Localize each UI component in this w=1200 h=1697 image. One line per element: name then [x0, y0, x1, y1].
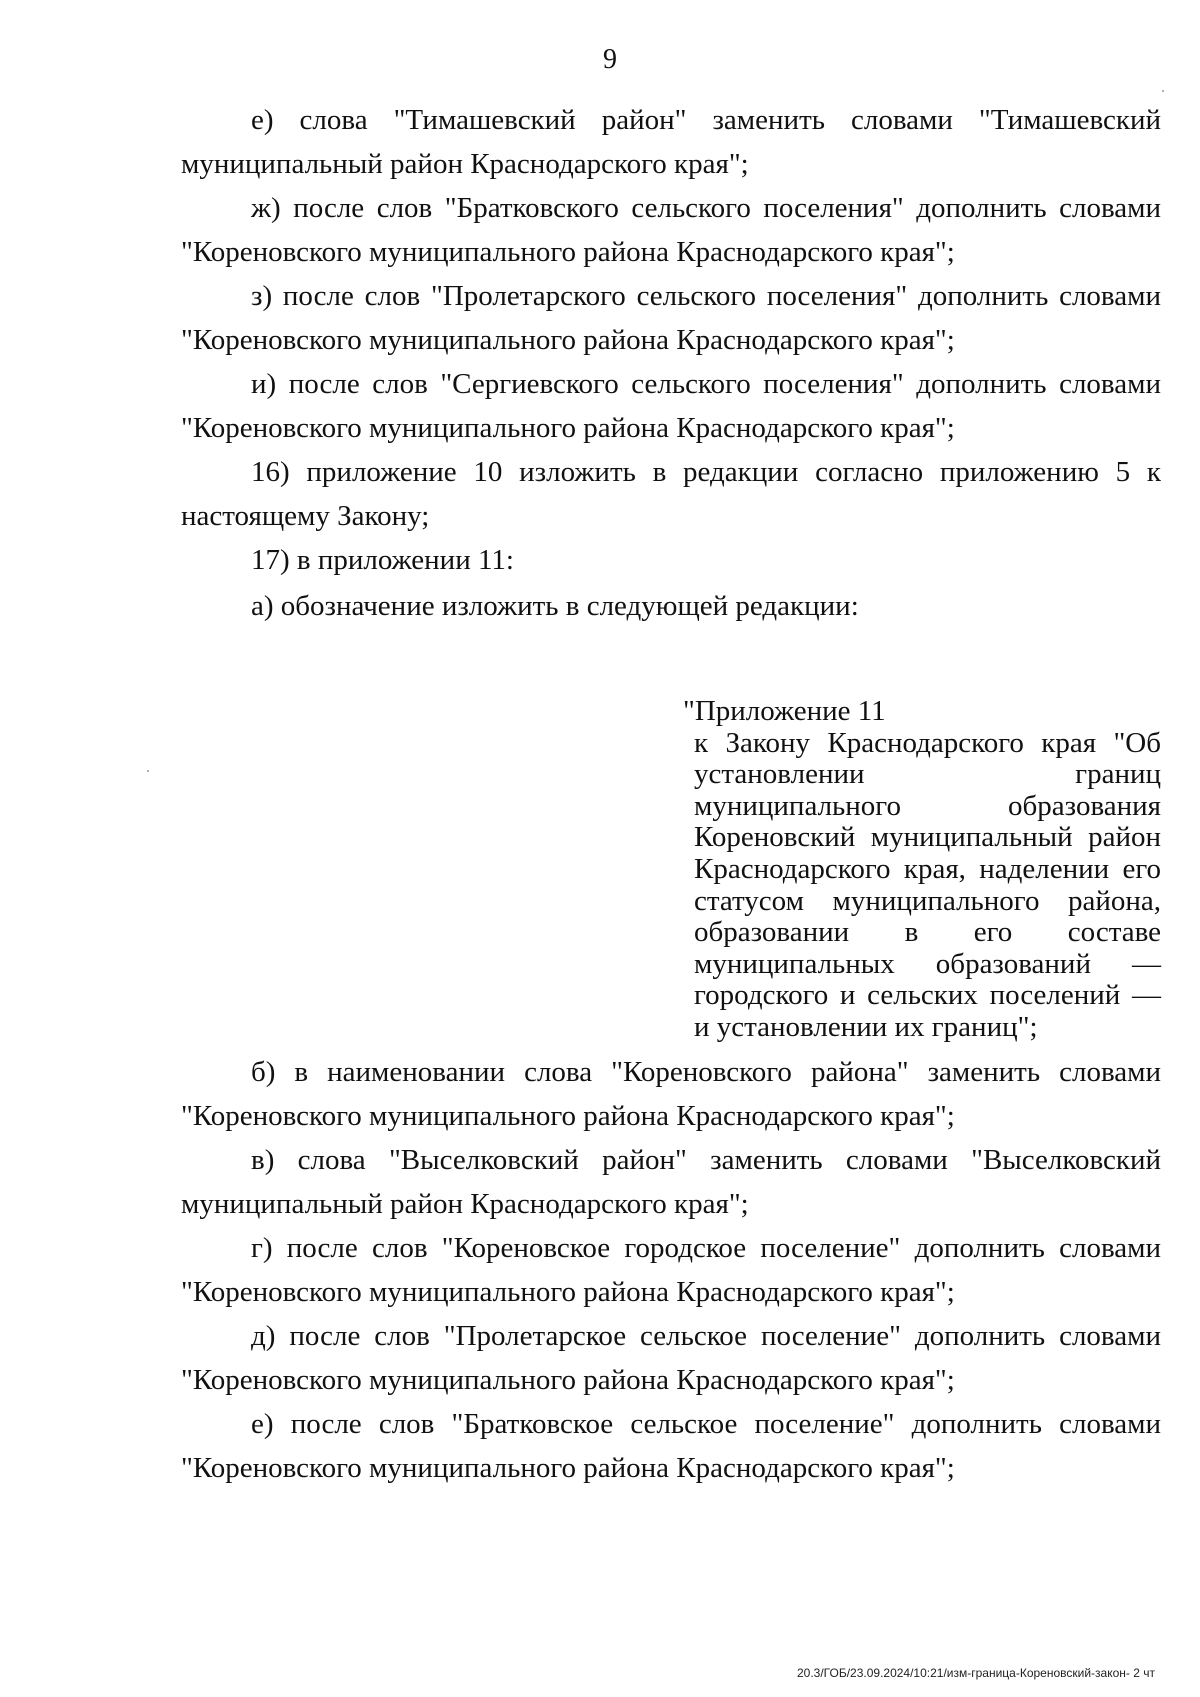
appendix-heading-block — [683, 696, 1161, 1044]
paragraph-v-vyselkovsky: в) слова "Выселковский район" заменить словами "Выселковский муниципальный район Краснодарского края"; — [181, 1144, 1161, 1220]
scan-artifact — [1162, 90, 1164, 92]
paragraph-z-proletarskogo: з) после слов "Пролетарского сельского поселения" дополнить словами "Кореновского муниципального района Краснодарского края"; — [181, 280, 1161, 356]
page-number: 9 — [603, 44, 617, 75]
paragraph-e-timashevsky: е) слова "Тимашевский район" заменить словами "Тимашевский муниципальный район Краснодарского края"; — [181, 104, 1161, 180]
scan-artifact — [147, 770, 149, 772]
paragraph-i-sergievskogo: и) после слов "Сергиевского сельского поселения" дополнить словами "Кореновского муниципального района Краснодарского края"; — [181, 368, 1161, 444]
paragraph-a-designation: а) обозначение изложить в следующей редакции: — [251, 590, 859, 622]
paragraph-b-naming: б) в наименовании слова "Кореновского района" заменить словами "Кореновского муниципального района Краснодарского края"; — [181, 1056, 1161, 1132]
paragraph-g-korenovskoe: г) после слов "Кореновское городское поселение" дополнить словами "Кореновского муниципального района Краснодарского края"; — [181, 1232, 1161, 1308]
paragraph-item-17: 17) в приложении 11: — [251, 544, 514, 576]
paragraph-d-proletarskoe: д) после слов "Пролетарское сельское поселение" дополнить словами "Кореновского муниципального района Краснодарского края"; — [181, 1320, 1161, 1396]
document-footer-code: 20.3/ГОБ/23.09.2024/10:21/изм-граница-Кореновский-закон- 2 чт — [796, 1666, 1155, 1680]
paragraph-zh-bratkovskogo: ж) после слов "Братковского сельского поселения" дополнить словами "Кореновского муниципального района Краснодарского края"; — [181, 192, 1161, 268]
appendix-heading-title: "Приложение 11 — [683, 695, 886, 727]
paragraph-e-bratkovskoe: е) после слов "Братковское сельское поселение" дополнить словами "Кореновского муниципального района Краснодарского края"; — [181, 1408, 1161, 1484]
paragraph-item-16: 16) приложение 10 изложить в редакции согласно приложению 5 к настоящему Закону; — [181, 456, 1161, 532]
appendix-heading-body: к Закону Краснодарского края "Об установлении границ муниципального образования Кореновский муниципальный район Краснодарского края, наделении его статусом муниципального района, образовании в его составе муниципальных образований — городского и сельских поселений — и установлении их границ"; — [694, 726, 1161, 1043]
